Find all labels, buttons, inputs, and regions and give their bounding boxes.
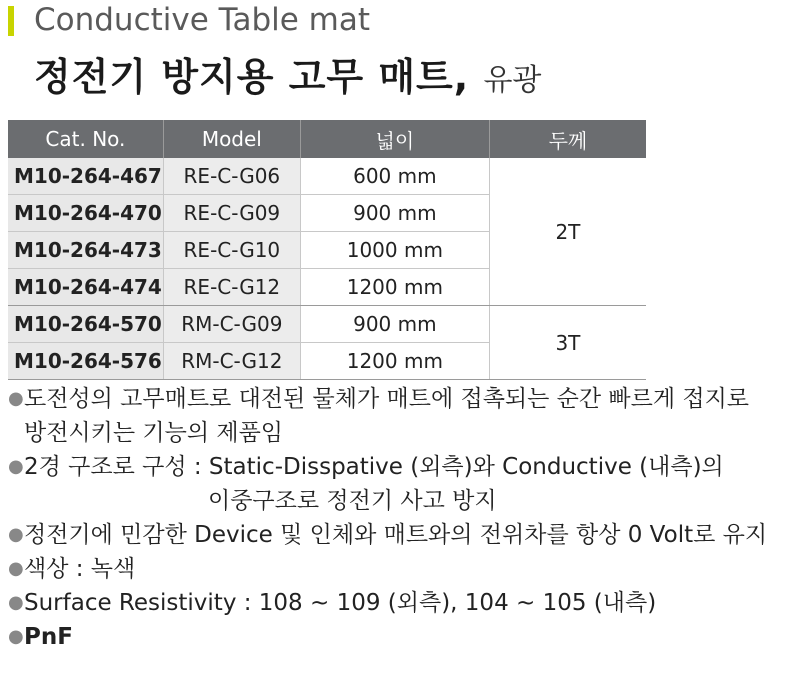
model-cell: RE-C-G12 [163,269,300,306]
thickness-cell: 3T [489,306,646,380]
product-title-english: Conductive Table mat [34,2,371,38]
list-item [8,620,798,654]
cat-no-cell: M10-264-473 [8,232,163,269]
width-cell: 600 mm [300,158,489,195]
list-item [8,382,798,450]
list-item-text: PnF [24,624,73,650]
spec-table [8,120,646,380]
list-item-text: 정전기에 민감한 Device 및 인체와 매트와의 전위차를 항상 0 Volt로 유지 [24,522,768,548]
product-title-korean-text: 정전기 방지용 고무 매트, [34,55,470,99]
model-cell: RE-C-G06 [163,158,300,195]
list-item-text: 도전성의 고무매트로 대전된 물체가 매트에 접촉되는 순간 빠르게 접지로 [24,386,750,412]
list-item-text: 방전시키는 기능의 제품임 [24,420,284,446]
cat-no-cell: M10-264-467 [8,158,163,195]
list-item [8,552,798,586]
list-item [8,518,798,552]
table-row [8,306,646,343]
bullet-dot-icon: ● [8,626,24,647]
product-finish: 유광 [483,63,542,98]
column-header-model: Model [163,120,300,158]
bullet-dot-icon: ● [8,524,24,545]
product-title-korean [34,46,541,101]
list-item-text: 색상 : 녹색 [24,556,136,582]
bullet-dot-icon: ● [8,388,24,409]
column-header-thickness: 두께 [489,120,646,158]
bullet-dot-icon: ● [8,456,24,477]
width-cell: 1200 mm [300,343,489,380]
model-cell: RM-C-G09 [163,306,300,343]
list-item-text: 이중구조로 정전기 사고 방지 [208,488,497,514]
width-cell: 900 mm [300,195,489,232]
cat-no-cell: M10-264-474 [8,269,163,306]
thickness-cell: 2T [489,158,646,306]
cat-no-cell: M10-264-470 [8,195,163,232]
spec-table-header-row [8,120,646,158]
width-cell: 1200 mm [300,269,489,306]
column-header-cat-no: Cat. No. [8,120,163,158]
model-cell: RE-C-G10 [163,232,300,269]
bullet-dot-icon: ● [8,558,24,579]
list-item [8,586,798,620]
column-header-width: 넓이 [300,120,489,158]
cat-no-cell: M10-264-576 [8,343,163,380]
width-cell: 900 mm [300,306,489,343]
list-item-text: Surface Resistivity : 108 ~ 109 (외측), 104 ~ 105 (내측) [24,590,657,616]
feature-list [8,382,798,654]
bullet-dot-icon: ● [8,592,24,613]
cat-no-cell: M10-264-570 [8,306,163,343]
model-cell: RM-C-G12 [163,343,300,380]
list-item-text: 2경 구조로 구성 : Static-Disspative (외측)와 Conductive (내측)의 [24,454,724,480]
model-cell: RE-C-G09 [163,195,300,232]
table-row [8,158,646,195]
width-cell: 1000 mm [300,232,489,269]
title-accent-bar [8,6,14,36]
list-item [8,450,798,518]
